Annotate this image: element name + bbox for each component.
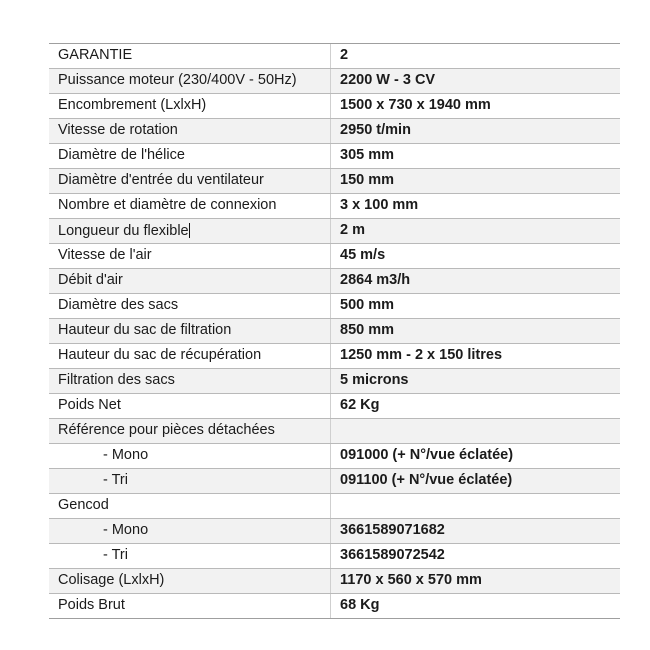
specification-table: [49, 43, 620, 619]
text-cursor-caret: [189, 223, 190, 238]
spec-value-cell: 2 m: [331, 219, 621, 244]
spec-value-cell: 850 mm: [331, 319, 621, 344]
spec-value-cell: 500 mm: [331, 294, 621, 319]
spec-label-text: Référence pour pièces détachées: [58, 422, 275, 439]
spec-label-cell: [49, 369, 331, 394]
table-row: [49, 569, 620, 594]
spec-value-cell: 5 microns: [331, 369, 621, 394]
spec-label-text: Longueur du flexible: [58, 222, 189, 239]
spec-value-cell: 45 m/s: [331, 244, 621, 269]
table-row: [49, 394, 620, 419]
table-row: [49, 594, 620, 619]
spec-label-cell: [49, 544, 331, 569]
spec-label-cell: [49, 519, 331, 544]
spec-label-cell: [49, 494, 331, 519]
spec-label-text: GARANTIE: [58, 47, 133, 64]
spec-label-text: Hauteur du sac de filtration: [58, 322, 232, 339]
spec-value-cell: 150 mm: [331, 169, 621, 194]
spec-label-text: Diamètre de l'hélice: [58, 147, 185, 164]
table-row: [49, 269, 620, 294]
table-row: [49, 94, 620, 119]
table-row: [49, 219, 620, 244]
table-row: [49, 319, 620, 344]
spec-label-cell: [49, 444, 331, 469]
table-row: [49, 294, 620, 319]
table-row: [49, 369, 620, 394]
table-row: [49, 494, 620, 519]
spec-label-text: - Mono: [103, 447, 149, 464]
table-row: [49, 469, 620, 494]
spec-value-cell: 2: [331, 44, 621, 69]
table-row: [49, 169, 620, 194]
spec-label-cell: [49, 69, 331, 94]
spec-value-cell: 3 x 100 mm: [331, 194, 621, 219]
spec-value-cell: 68 Kg: [331, 594, 621, 619]
spec-label-text: Nombre et diamètre de connexion: [58, 197, 277, 214]
table-row: [49, 344, 620, 369]
spec-label-text: Débit d'air: [58, 272, 123, 289]
table-row: [49, 69, 620, 94]
spec-label-cell: [49, 344, 331, 369]
spec-label-text: - Tri: [103, 472, 128, 489]
spec-value-cell: 2950 t/min: [331, 119, 621, 144]
table-row: [49, 194, 620, 219]
spec-label-cell: [49, 294, 331, 319]
spec-label-cell: [49, 269, 331, 294]
table-row: [49, 419, 620, 444]
spec-label-text: Diamètre d'entrée du ventilateur: [58, 172, 264, 189]
spec-label-cell: [49, 594, 331, 619]
spec-label-cell: [49, 119, 331, 144]
spec-label-cell: [49, 394, 331, 419]
table-row: [49, 119, 620, 144]
spec-label-cell: [49, 319, 331, 344]
spec-label-cell: [49, 169, 331, 194]
spec-label-text: Colisage (LxlxH): [58, 572, 165, 589]
spec-value-cell: 1170 x 560 x 570 mm: [331, 569, 621, 594]
spec-label-cell: [49, 219, 331, 244]
spec-value-cell: 3661589071682: [331, 519, 621, 544]
spec-value-cell: 3661589072542: [331, 544, 621, 569]
table-row: [49, 544, 620, 569]
table-row: [49, 519, 620, 544]
spec-label-text: Vitesse de rotation: [58, 122, 178, 139]
spec-label-cell: [49, 569, 331, 594]
spec-label-text: Gencod: [58, 497, 109, 514]
spec-label-text: Puissance moteur (230/400V - 50Hz): [58, 72, 297, 89]
spec-label-text: - Mono: [103, 522, 149, 539]
spec-label-cell: [49, 244, 331, 269]
spec-label-text: Diamètre des sacs: [58, 297, 179, 314]
spec-label-cell: [49, 44, 331, 69]
table-row: [49, 144, 620, 169]
spec-value-cell: [331, 419, 621, 444]
spec-value-cell: [331, 494, 621, 519]
spec-label-cell: [49, 469, 331, 494]
spec-value-cell: 62 Kg: [331, 394, 621, 419]
spec-label-text: Poids Net: [58, 397, 121, 414]
spec-label-text: - Tri: [103, 547, 128, 564]
spec-value-cell: 305 mm: [331, 144, 621, 169]
spec-value-cell: 1500 x 730 x 1940 mm: [331, 94, 621, 119]
spec-label-text: Vitesse de l'air: [58, 247, 152, 264]
table-row: [49, 44, 620, 69]
spec-label-cell: [49, 144, 331, 169]
specification-table-body: [49, 44, 620, 619]
spec-label-cell: [49, 94, 331, 119]
spec-label-text: Hauteur du sac de récupération: [58, 347, 262, 364]
table-row: [49, 244, 620, 269]
spec-label-cell: [49, 194, 331, 219]
spec-label-cell: [49, 419, 331, 444]
spec-value-cell: 2864 m3/h: [331, 269, 621, 294]
spec-label-text: Encombrement (LxlxH): [58, 97, 207, 114]
spec-value-cell: 091000 (+ N°/vue éclatée): [331, 444, 621, 469]
spec-value-cell: 091100 (+ N°/vue éclatée): [331, 469, 621, 494]
spec-label-text: Poids Brut: [58, 597, 125, 614]
table-row: [49, 444, 620, 469]
spec-value-cell: 2200 W - 3 CV: [331, 69, 621, 94]
spec-label-text: Filtration des sacs: [58, 372, 175, 389]
spec-value-cell: 1250 mm - 2 x 150 litres: [331, 344, 621, 369]
